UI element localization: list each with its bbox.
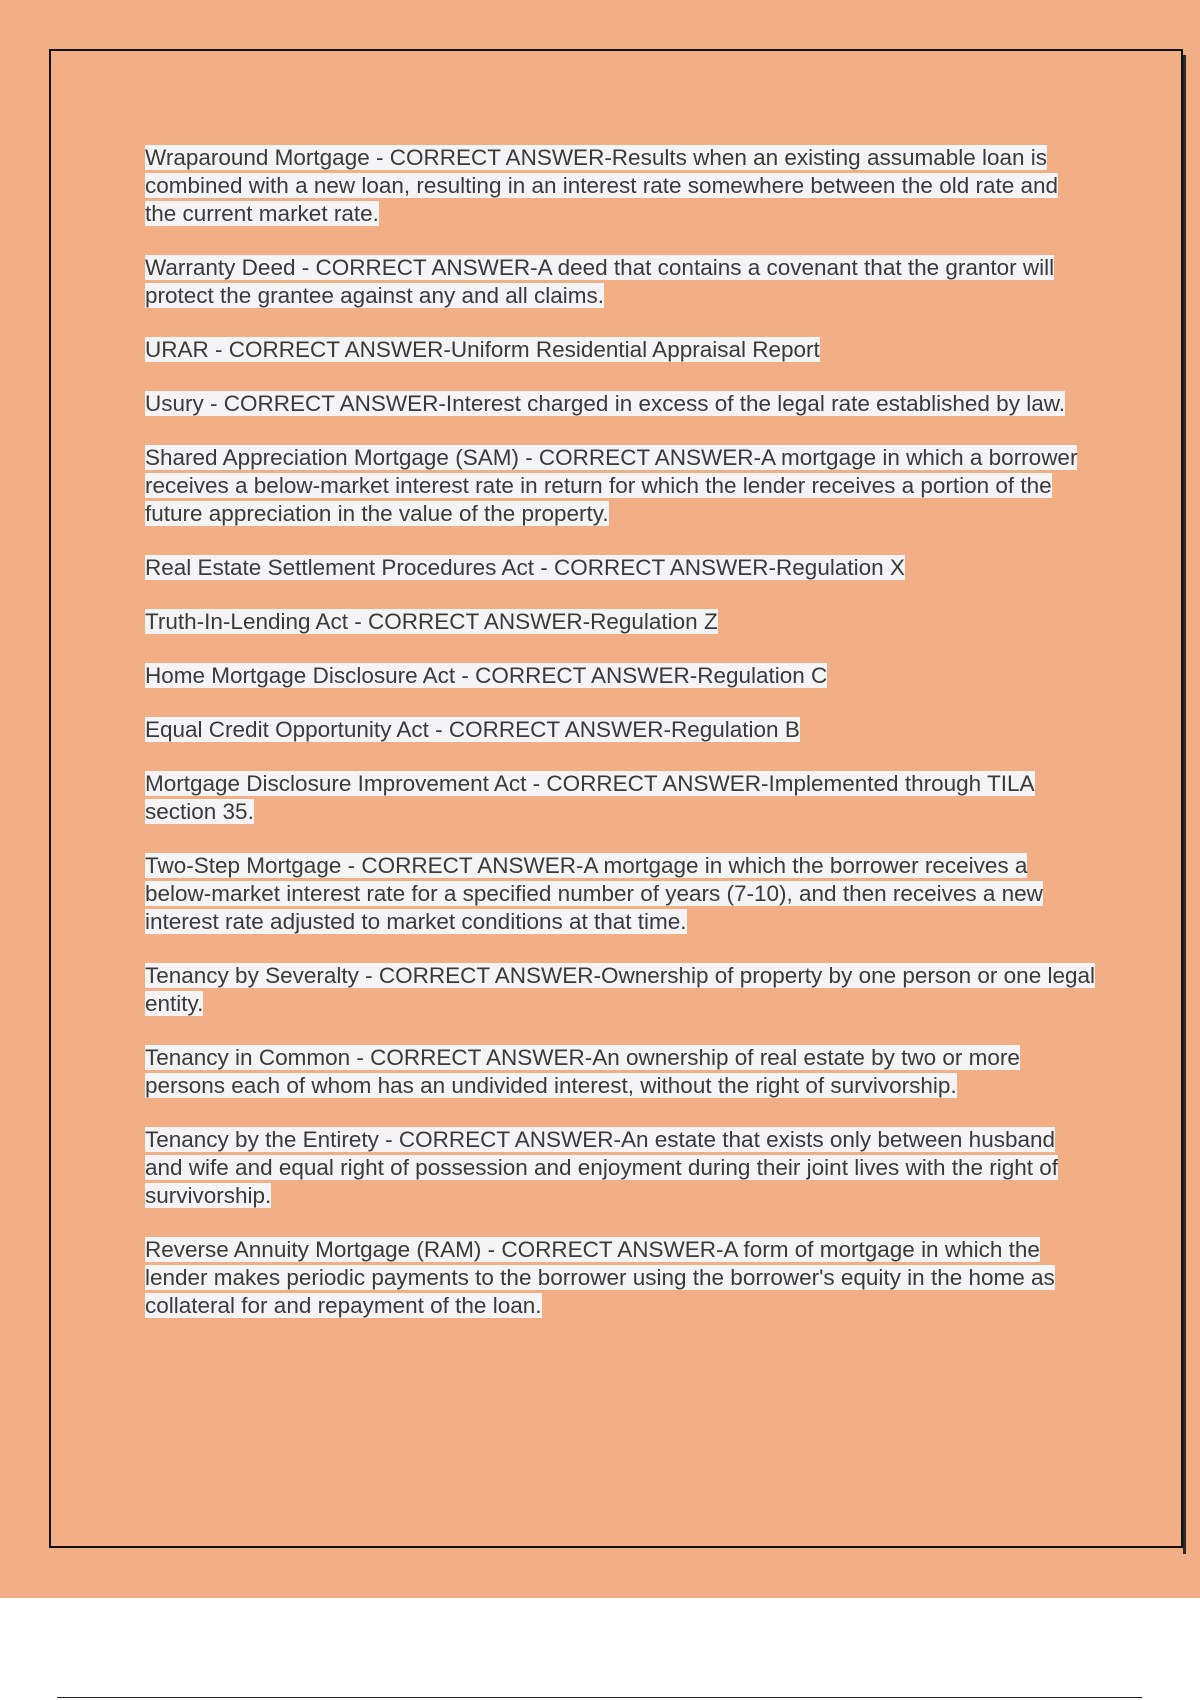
entry-wraparound-mortgage: Wraparound Mortgage - CORRECT ANSWER-Results when an existing assumable loan is combined with a new loan, resulting in an interest rate somewhere between the old rate and the current market rate. xyxy=(145,145,1059,226)
entry-shared-appreciation-mortgage: Shared Appreciation Mortgage (SAM) - CORRECT ANSWER-A mortgage in which a borrower receives a below-market interest rate in return for which the lender receives a portion of the future appreciation in the value of the property. xyxy=(145,445,1078,526)
entry-two-step-mortgage: Two-Step Mortgage - CORRECT ANSWER-A mortgage in which the borrower receives a below-market interest rate for a specified number of years (7-10), and then receives a new interest rate adjusted to market conditions at that time. xyxy=(145,853,1043,934)
entry-respa: Real Estate Settlement Procedures Act - CORRECT ANSWER-Regulation X xyxy=(145,555,905,580)
entry-urar: URAR - CORRECT ANSWER-Uniform Residential Appraisal Report xyxy=(145,337,820,362)
entry-home-mortgage-disclosure-act: Home Mortgage Disclosure Act - CORRECT ANSWER-Regulation C xyxy=(145,663,828,688)
entry-tenancy-in-common: Tenancy in Common - CORRECT ANSWER-An ownership of real estate by two or more persons each of whom has an undivided interest, without the right of survivorship. xyxy=(145,1045,1020,1098)
entry-warranty-deed: Warranty Deed - CORRECT ANSWER-A deed that contains a covenant that the grantor will protect the grantee against any and all claims. xyxy=(145,255,1055,308)
flashcard-list xyxy=(145,144,1095,1346)
entry-reverse-annuity-mortgage: Reverse Annuity Mortgage (RAM) - CORRECT ANSWER-A form of mortgage in which the lender makes periodic payments to the borrower using the borrower's equity in the home as collateral for and repayment of the loan. xyxy=(145,1237,1055,1318)
entry-usury: Usury - CORRECT ANSWER-Interest charged in excess of the legal rate established by law. xyxy=(145,391,1065,416)
entry-mortgage-disclosure-improvement-act: Mortgage Disclosure Improvement Act - CORRECT ANSWER-Implemented through TILA section 35. xyxy=(145,771,1035,824)
entry-tenancy-by-severalty: Tenancy by Severalty - CORRECT ANSWER-Ownership of property by one person or one legal entity. xyxy=(145,963,1095,1016)
entry-tenancy-by-the-entirety: Tenancy by the Entirety - CORRECT ANSWER-An estate that exists only between husband and wife and equal right of possession and enjoyment during their joint lives with the right of survivorship. xyxy=(145,1127,1059,1208)
footer-divider xyxy=(57,1697,1142,1698)
entry-equal-credit-opportunity-act: Equal Credit Opportunity Act - CORRECT ANSWER-Regulation B xyxy=(145,717,800,742)
entry-truth-in-lending-act: Truth-In-Lending Act - CORRECT ANSWER-Regulation Z xyxy=(145,609,718,634)
